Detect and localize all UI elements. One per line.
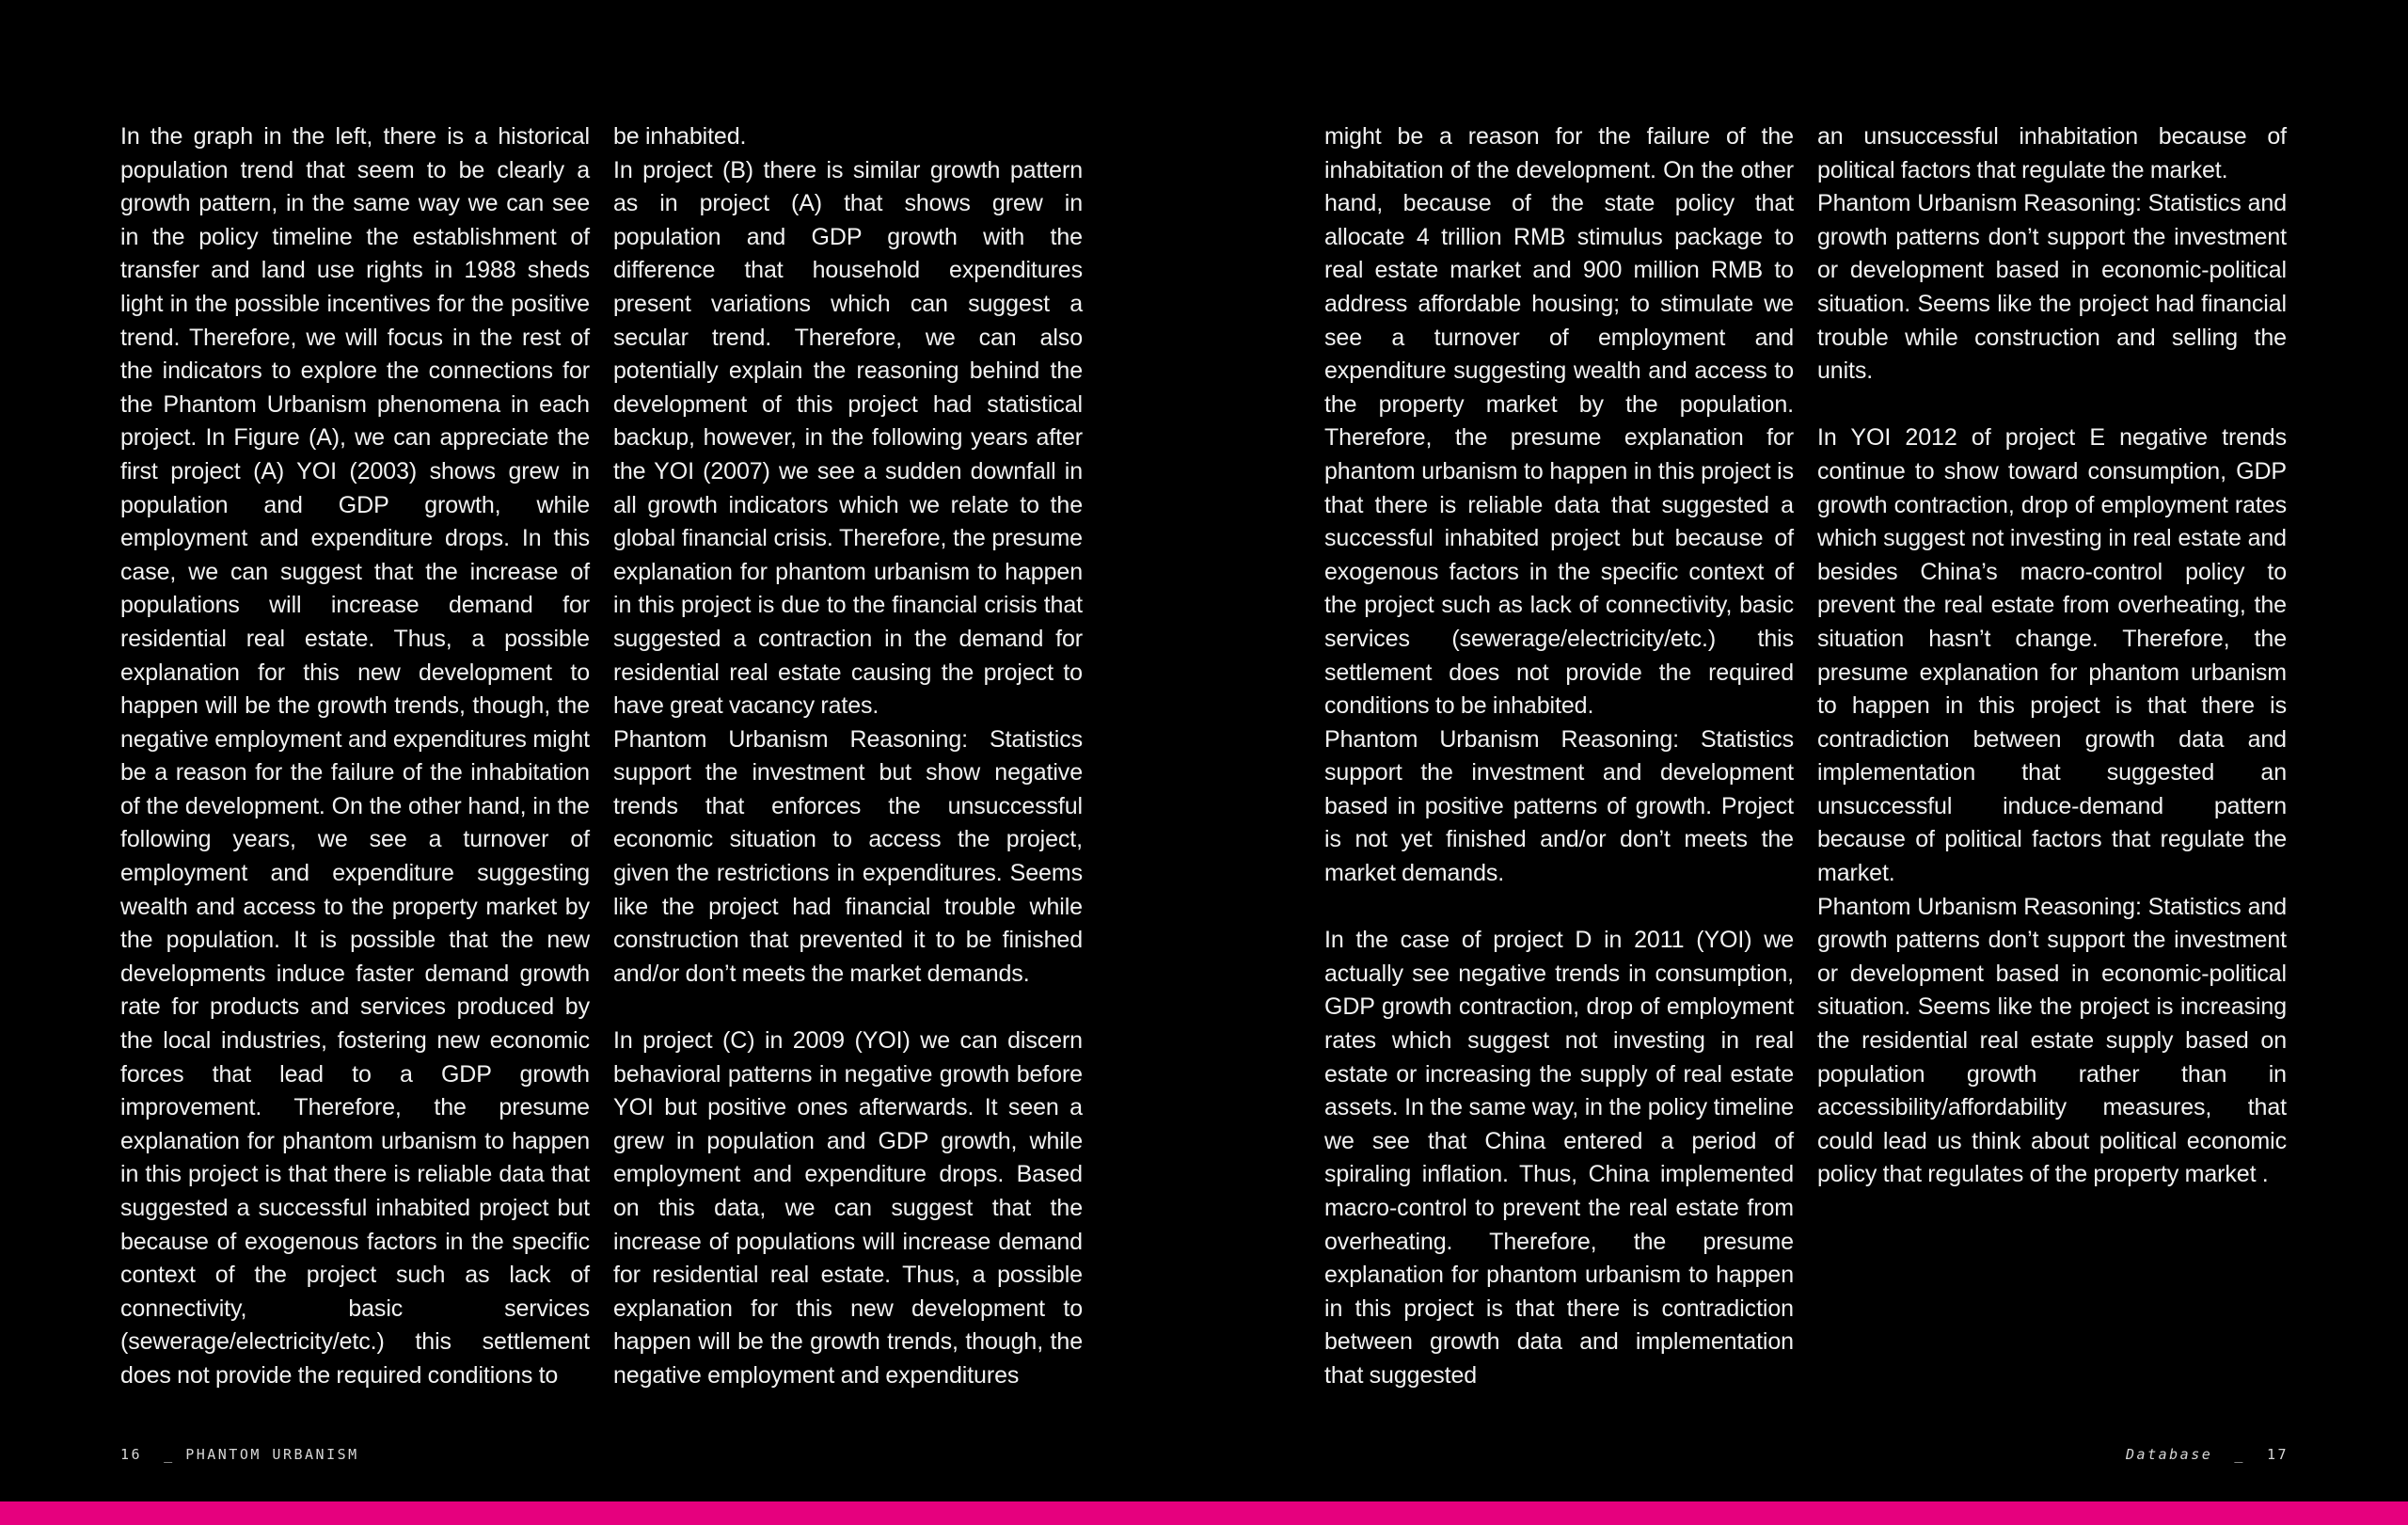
footer-left (120, 1446, 359, 1463)
text-column-2 (613, 120, 1083, 1393)
text-column-1 (120, 120, 590, 1393)
running-title: PHANTOM URBANISM (185, 1446, 359, 1463)
paragraph: In YOI 2012 of project E negative trends continue to show toward consumption, GDP growth contraction, drop of employment rates which suggest not investing in real estate and besides China’s macro-control policy to prevent the real estate from overheating, the situation hasn’t change. Therefore, the presume explanation for phantom urbanism to happen in this project is that there is contradiction between growth data and implementation that suggested an unsuccessful induce-demand pattern because of political factors that regulate the market. (1817, 424, 2287, 887)
footer-separator-right: _ (2234, 1446, 2245, 1463)
footer-right (2126, 1446, 2289, 1463)
page-number-left: 16 (120, 1446, 143, 1463)
paragraph: In the graph in the left, there is a historical population trend that seem to be clearly a growth pattern, in the same way we can see in the policy timeline the establishment of transfer and land use rights in 1988 sheds light in the possible incentives for the positive trend. Therefore, we will focus in the rest of the indicators to explore the connections for the Phantom Urbanism phenomena in each project. In Figure (A), we can appreciate the first project (A) YOI (2003) shows grew in population and GDP growth, while employment and expenditure drops. In this case, we can suggest that the increase of populations will increase demand for residential real estate. Thus, a possible explanation for this new development to happen will be the growth trends, though, the negative employment and expenditures might be a reason for the failure of the inhabitation of the development. On the other hand, in the following years, we see a turnover of employment and expenditure suggesting wealth and access to the property market by the population. It is possible that the new developments induce faster demand growth rate for products and services produced by the local industries, fostering new economic forces that lead to a GDP growth improvement. Therefore, the presume explanation for phantom urbanism to happen in this project is that there is reliable data that suggested a successful inhabited project but because of exogenous factors in the specific context of the project such as lack of connectivity, basic services (sewerage/electricity/etc.) this settlement does not provide the required conditions to (120, 123, 590, 1389)
paragraph: Phantom Urbanism Reasoning: Statistics support the investment and development based in positive patterns of growth. Project is not yet finished and/or don’t meets the market demands. (1324, 725, 1794, 887)
paragraph: an unsuccessful inhabitation because of political factors that regulate the market. (1817, 123, 2287, 183)
paragraph: Phantom Urbanism Reasoning: Statistics and growth patterns don’t support the investment or development based in economic-political situation. Seems like the project is increasing the residential real estate supply based on population growth rather than in accessibility/affordability measures, that could lead us think about political economic policy that regulates of the property market . (1817, 893, 2287, 1188)
paragraph: might be a reason for the failure of the inhabitation of the development. On the other hand, because of the state policy that allocate 4 trillion RMB stimulus package to real estate market and 900 million RMB to address affordable housing; to stimulate we see a turnover of employment and expenditure suggesting wealth and access to the property market by the population. Therefore, the presume explanation for phantom urbanism to happen in this project is that there is reliable data that suggested a successful inhabited project but because of exogenous factors in the specific context of the project such as lack of connectivity, basic services (sewerage/electricity/etc.) this settlement does not provide the required conditions to be inhabited. (1324, 123, 1794, 720)
paragraph: In project (C) in 2009 (YOI) we can discern behavioral patterns in negative growth before YOI but positive ones afterwards. It seen a grew in population and GDP growth, while employment and expenditure drops. Based on this data, we can suggest that the increase of populations will increase demand for residential real estate. Thus, a possible explanation for this new development to happen will be the growth trends, though, the negative employment and expenditures (613, 1027, 1083, 1389)
accent-bar (0, 1501, 2408, 1525)
paragraph: In project (B) there is similar growth pattern as in project (A) that shows grew in population and GDP growth with the difference that household expenditures present variations which can suggest a secular trend. Therefore, we can also potentially explain the reasoning behind the development of this project had statistical backup, however, in the following years after the YOI (2007) we see a sudden downfall in all growth indicators which we relate to the global financial crisis. Therefore, the presume explanation for phantom urbanism to happen in this project is due to the financial crisis that suggested a contraction in the demand for residential real estate causing the project to have great vacancy rates. (613, 156, 1083, 720)
page-number-right: 17 (2266, 1446, 2289, 1463)
paragraph: Phantom Urbanism Reasoning: Statistics and growth patterns don’t support the investment or development based in economic-political situation. Seems like the project had financial trouble while construction and selling the units. (1817, 190, 2287, 385)
paragraph: be inhabited. (613, 123, 747, 150)
paragraph: In the case of project D in 2011 (YOI) we actually see negative trends in consumption, GDP growth contraction, drop of employment rates which suggest not investing in real estate or increasing the supply of real estate assets. In the same way, in the policy timeline we see that China entered a period of spiraling inflation. Thus, China implemented macro-control to prevent the real estate from overheating. Therefore, the presume explanation for phantom urbanism to happen in this project is that there is contradiction between growth data and implementation that suggested (1324, 927, 1794, 1389)
section-name: Database (2126, 1446, 2213, 1463)
text-column-4 (1817, 120, 2287, 1192)
footer-separator-left: _ (164, 1446, 175, 1463)
text-column-3 (1324, 120, 1794, 1393)
paragraph: Phantom Urbanism Reasoning: Statistics support the investment but show negative trends that enforces the unsuccessful economic situation to access the project, given the restrictions in expenditures. Seems like the project had financial trouble while construction that prevented it to be finished and/or don’t meets the market demands. (613, 725, 1083, 987)
